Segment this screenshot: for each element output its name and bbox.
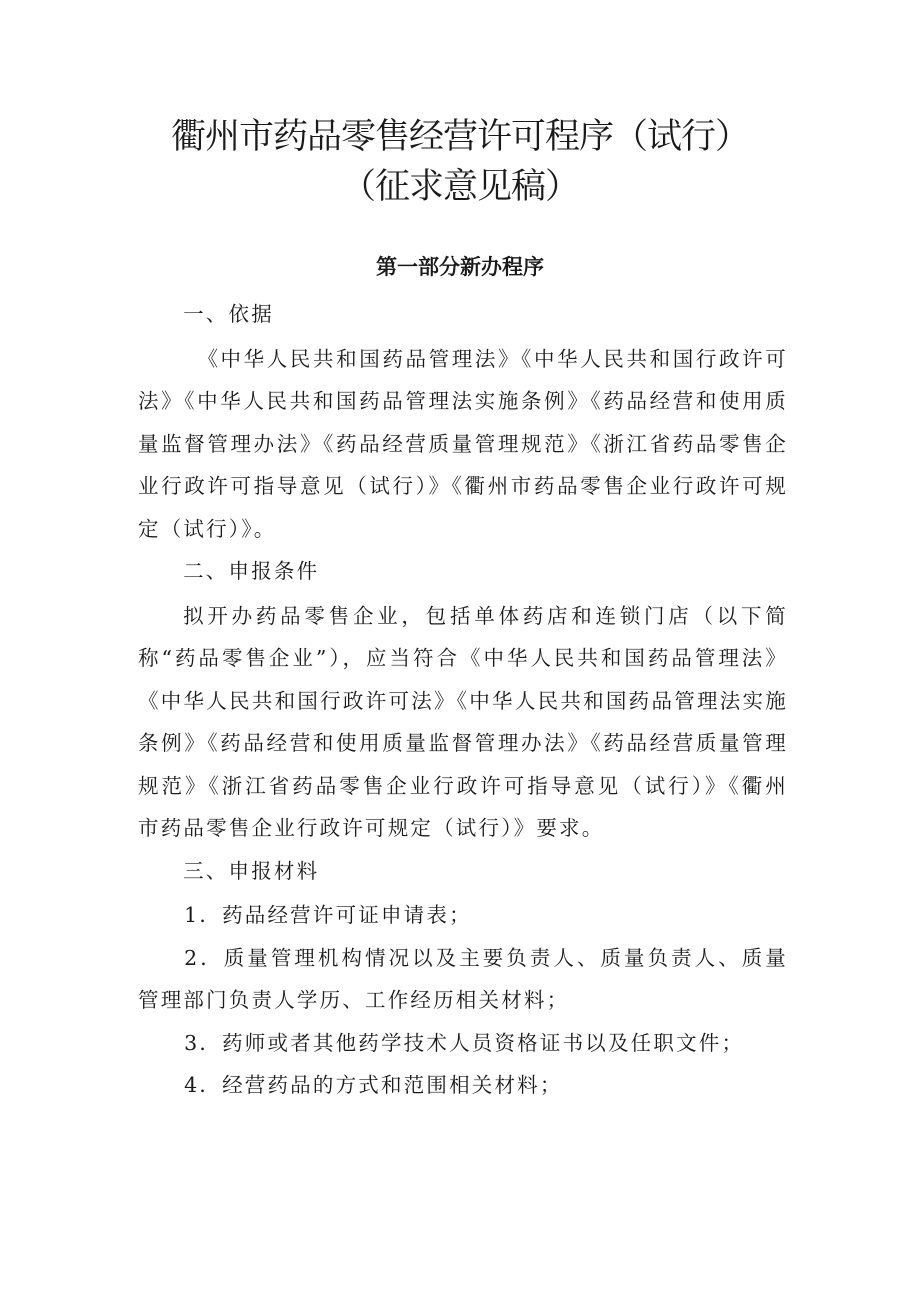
materials-item: 1．药品经营许可证申请表； (184, 903, 472, 927)
document-title: 衢州市药品零售经营许可程序（试行）（征求意见稿） (170, 117, 749, 207)
materials-item: 3．药师或者其他药学技术人员资格证书以及任职文件； (184, 1030, 745, 1055)
basis-paragraph: 《中华人民共和国药品管理法》《中华人民共和国行政许可法》《中华人民共和国药品管理法实施条例》《药品经营和使用质量监督管理办法》《药品经营质量管理规范》《浙江省药品零售企业行政许可指导意见（试行）》《衢州市药品零售企业行政许可规定（试行）》。 (138, 346, 788, 541)
document-body (138, 293, 788, 1107)
conditions-heading: 二、申报条件 (183, 559, 320, 583)
materials-heading: 三、申报材料 (183, 858, 320, 883)
materials-item: 2．质量管理机构情况以及主要负责人、质量负责人、质量管理部门负责人学历、工作经历相关材料； (138, 945, 788, 1012)
materials-item: 4．经营药品的方式和范围相关材料； (184, 1073, 563, 1097)
part-title: 第一部分新办程序 (376, 255, 544, 279)
basis-heading: 一、依据 (183, 302, 274, 326)
conditions-paragraph: 拟开办药品零售企业，包括单体药店和连锁门店（以下简称“药品零售企业”），应当符合《中华人民共和国药品管理法》《中华人民共和国行政许可法》《中华人民共和国药品管理法实施条例》《药品经营和使用质量监督管理办法》《药品经营质量管理规范》《浙江省药品零售企业行政许可指导意见（试行）》《衢州市药品零售企业行政许可规定（试行）》要求。 (138, 603, 788, 840)
